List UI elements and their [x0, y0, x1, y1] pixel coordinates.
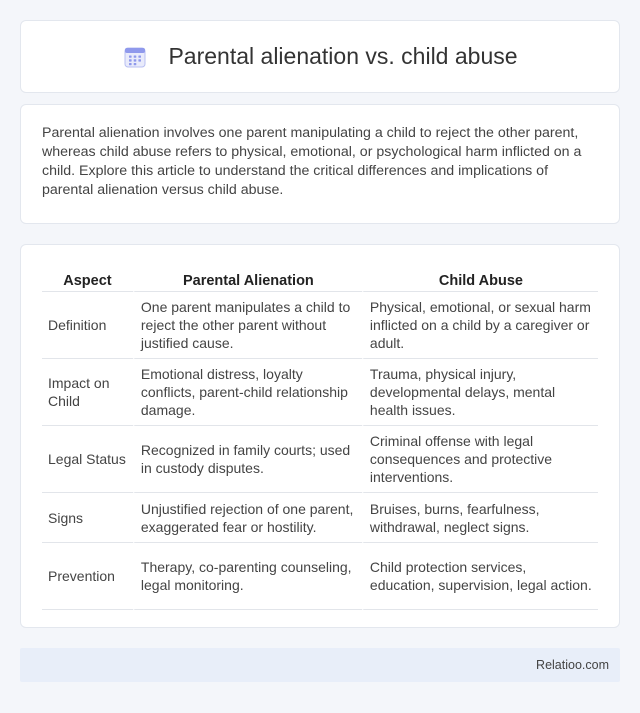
calendar-icon — [122, 44, 148, 70]
table-row — [42, 426, 598, 493]
column-header-parental-alienation: Parental Alienation — [133, 266, 362, 292]
title-card — [20, 20, 620, 93]
table-header-row — [42, 266, 598, 292]
row-child-abuse: Trauma, physical injury, developmental delays, mental health issues. — [362, 359, 598, 426]
row-aspect: Impact on Child — [42, 359, 133, 426]
row-parental-alienation: Emotional distress, loyalty conflicts, parent-child relationship damage. — [133, 359, 362, 426]
page-title-text: Parental alienation vs. child abuse — [168, 43, 518, 69]
row-aspect: Legal Status — [42, 426, 133, 493]
page-title — [122, 43, 517, 70]
column-header-child-abuse: Child Abuse — [362, 266, 598, 292]
table-row — [42, 359, 598, 426]
footer — [20, 648, 620, 682]
row-parental-alienation: Therapy, co-parenting counseling, legal monitoring. — [133, 543, 362, 610]
row-child-abuse: Bruises, burns, fearfulness, withdrawal, neglect signs. — [362, 493, 598, 543]
comparison-card — [20, 244, 620, 628]
intro-text: Parental alienation involves one parent manipulating a child to reject the other parent, whereas child abuse refers to physical, emotional, or psychological harm inflicted on a child. Explore this article to understand the critical differences and implications of parental alienation versus child abuse. — [42, 125, 582, 198]
row-aspect: Prevention — [42, 543, 133, 610]
row-aspect: Signs — [42, 493, 133, 543]
table-row — [42, 493, 598, 543]
intro-card — [20, 104, 620, 224]
footer-brand: Relatioo.com — [536, 658, 609, 672]
row-parental-alienation: Recognized in family courts; used in custody disputes. — [133, 426, 362, 493]
row-parental-alienation: Unjustified rejection of one parent, exaggerated fear or hostility. — [133, 493, 362, 543]
table-row — [42, 292, 598, 359]
table-row — [42, 543, 598, 610]
row-parental-alienation: One parent manipulates a child to reject the other parent without justified cause. — [133, 292, 362, 359]
row-child-abuse: Criminal offense with legal consequences and protective interventions. — [362, 426, 598, 493]
row-aspect: Definition — [42, 292, 133, 359]
row-child-abuse: Child protection services, education, supervision, legal action. — [362, 543, 598, 610]
comparison-table — [42, 266, 598, 610]
column-header-aspect: Aspect — [42, 266, 133, 292]
row-child-abuse: Physical, emotional, or sexual harm inflicted on a child by a caregiver or adult. — [362, 292, 598, 359]
